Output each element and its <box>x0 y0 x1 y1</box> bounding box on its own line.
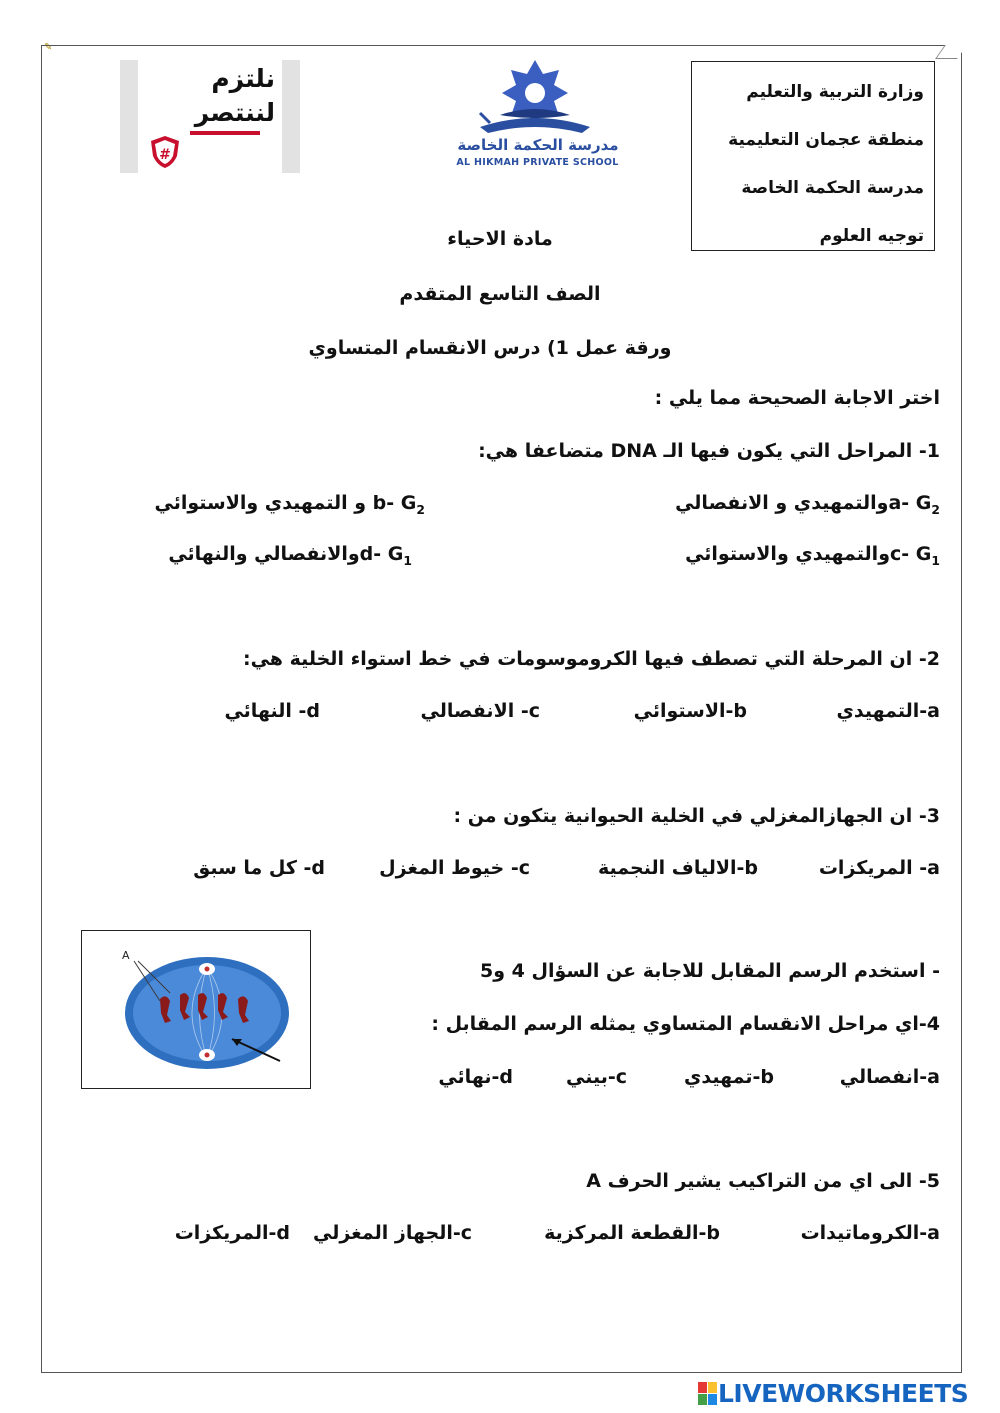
ministry-line: مدرسة الحكمة الخاصة <box>741 178 924 198</box>
q5-option-b[interactable]: b-القطعة المركزية <box>544 1222 720 1244</box>
q4-option-a[interactable]: a-انفصالي <box>839 1066 940 1088</box>
ministry-line: توجيه العلوم <box>819 226 924 246</box>
cell-diagram-icon <box>82 931 310 1088</box>
q3-option-d[interactable]: d- كل ما سبق <box>193 857 325 879</box>
footer-brand[interactable]: LIVEWORKSHEETS <box>718 1379 969 1408</box>
school-name-ar: مدرسة الحكمة الخاصة <box>457 136 619 154</box>
q1-option-b[interactable] <box>154 492 425 517</box>
g-phase: $G_1$ <box>387 543 412 568</box>
q1-option-a[interactable] <box>675 492 940 517</box>
ministry-line: منطقة عجمان التعليمية <box>728 130 924 150</box>
worksheet-title: ورقة عمل 1) درس الانقسام المتساوي <box>308 337 672 359</box>
q2-option-a[interactable]: a-التمهيدي <box>836 700 940 722</box>
q5-option-c[interactable]: c-الجهاز المغزلي <box>312 1222 472 1244</box>
question-5: 5- الى اي من التراكيب يشير الحرف A <box>586 1170 940 1192</box>
question-1: 1- المراحل التي يكون فيها الـ DNA متضاعفا هي: <box>478 440 940 462</box>
g-phase: $G_2$ <box>400 492 425 517</box>
option-text: والانفصالي والنهائي <box>168 543 360 565</box>
option-text: والتمهيدي والاستوائي <box>685 543 891 565</box>
badge-symbol: # <box>159 147 171 163</box>
school-name-en: AL HIKMAH PRIVATE SCHOOL <box>456 157 619 168</box>
corner-mark: ✎ <box>44 42 53 53</box>
q2-option-c[interactable]: c- الانفصالي <box>420 700 540 722</box>
q4-option-c[interactable]: c-بيني <box>565 1066 627 1088</box>
option-text: و التمهيدي والاستوائي <box>154 492 367 514</box>
q3-option-b[interactable]: b-الالياف النجمية <box>598 857 758 879</box>
g-phase: $G_1$ <box>915 543 940 568</box>
grade-title: الصف التاسع المتقدم <box>399 283 601 305</box>
q2-option-b[interactable]: b-الاستوائي <box>633 700 747 722</box>
option-letter: c- <box>890 543 910 565</box>
ministry-box <box>691 61 935 251</box>
option-letter: a- <box>888 492 910 514</box>
q3-option-a[interactable]: a- المريكزات <box>818 857 940 879</box>
q1-option-c[interactable] <box>685 543 940 568</box>
cell-figure <box>81 930 311 1089</box>
q5-option-a[interactable]: a-الكروماتيدات <box>800 1222 940 1244</box>
instruction: اختر الاجابة الصحيحة مما يلي : <box>654 387 940 409</box>
slogan-underline <box>190 131 260 135</box>
q5-option-d[interactable]: d-المريكزات <box>174 1222 290 1244</box>
q4-option-d[interactable]: d-نهائي <box>438 1066 513 1088</box>
q4-option-b[interactable]: b-تمهيدي <box>683 1066 774 1088</box>
option-letter: b- <box>372 492 395 514</box>
option-letter: d- <box>359 543 382 565</box>
q3-option-c[interactable]: c- خيوط المغزل <box>379 857 530 879</box>
figure-instruction: - استخدم الرسم المقابل للاجابة عن السؤال 4 و5 <box>480 960 940 982</box>
question-4: 4-اي مراحل الانقسام المتساوي يمثله الرسم المقابل : <box>431 1013 940 1035</box>
ministry-line: وزارة التربية والتعليم <box>746 82 924 102</box>
liveworksheets-logo-icon <box>698 1382 718 1406</box>
figure-label-a: A <box>122 949 130 962</box>
shield-icon <box>148 134 182 170</box>
question-2: 2- ان المرحلة التي تصطف فيها الكروموسومات في خط استواء الخلية هي: <box>242 648 940 670</box>
slogan-line-2: لننتصر <box>194 98 275 127</box>
q2-option-d[interactable]: d- النهائي <box>224 700 320 722</box>
slogan-line-1: نلتزم <box>211 64 275 93</box>
subject-title: مادة الاحياء <box>447 228 553 250</box>
option-text: والتمهيدي و الانفصالي <box>675 492 889 514</box>
q1-option-d[interactable] <box>168 543 412 568</box>
question-3: 3- ان الجهازالمغزلي في الخلية الحيوانية يتكون من : <box>453 805 940 827</box>
g-phase: $G_2$ <box>915 492 940 517</box>
